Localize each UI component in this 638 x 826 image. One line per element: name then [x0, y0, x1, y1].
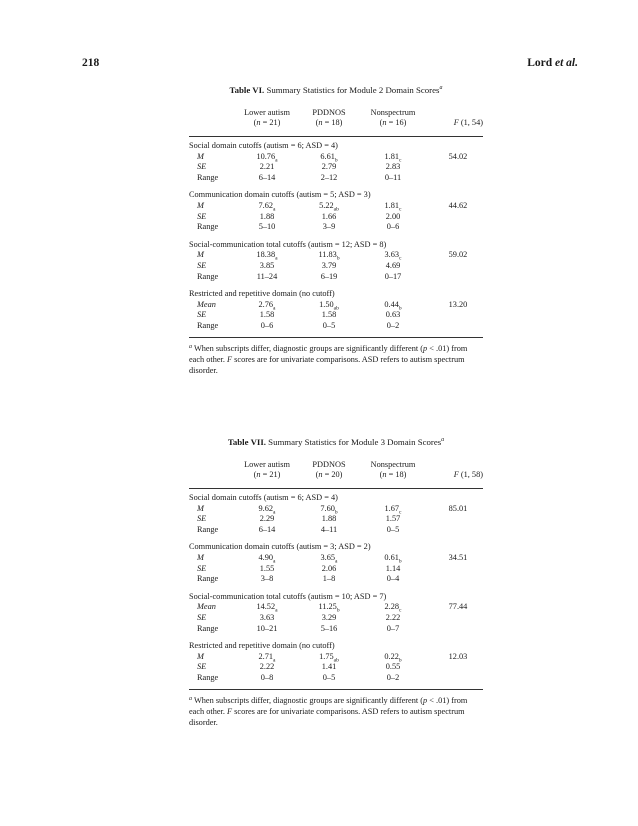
- cell-value: 6–14: [258, 524, 276, 534]
- italic-symbol: F: [227, 706, 233, 716]
- row-label: Range: [197, 222, 219, 232]
- cell-value: 2.22: [385, 613, 401, 622]
- row-label: SE: [197, 514, 207, 524]
- section-title: Restricted and repetitive domain (no cutoff): [189, 641, 335, 651]
- subscript: c: [399, 206, 402, 213]
- row-label: SE: [197, 211, 207, 221]
- cell-value: 0–5: [322, 321, 336, 330]
- table-6: [189, 85, 483, 385]
- table-row: [189, 251, 483, 261]
- column-n: [238, 471, 296, 479]
- subscript: c: [399, 509, 402, 516]
- table-row: [189, 663, 483, 673]
- table-row: [189, 301, 483, 311]
- cell-value: $11.83_b$: [318, 250, 340, 263]
- cell-value: $2.28_c$: [384, 602, 402, 615]
- footnote-marker: a: [189, 695, 192, 702]
- italic-symbol: p: [423, 343, 428, 353]
- subscript: a: [273, 657, 276, 664]
- cell-value: 0–5: [322, 673, 336, 682]
- italic-letter: F: [453, 118, 459, 127]
- italic-letter: n: [318, 470, 323, 479]
- subscript: ab: [333, 657, 339, 664]
- subscript: a: [273, 558, 276, 565]
- cell-value: 5–10: [258, 222, 276, 232]
- table-row: [189, 603, 483, 613]
- f-value: 34.51: [448, 553, 468, 562]
- table-7: [189, 437, 483, 737]
- cell-value: 0–6: [386, 222, 400, 232]
- cell-value: 6–14: [258, 172, 276, 182]
- cell-value: 0–2: [386, 673, 400, 682]
- table-row: [189, 674, 483, 684]
- column-n: [301, 471, 357, 479]
- row-label: Range: [197, 524, 219, 534]
- subscript: a: [273, 305, 276, 312]
- cell-value: 0.55: [385, 662, 401, 672]
- subscript: b: [398, 305, 402, 312]
- row-label: M: [197, 503, 204, 513]
- cell-value: $1.81_c$: [384, 201, 402, 213]
- row-label: SE: [197, 662, 207, 672]
- table-row: [189, 554, 483, 564]
- cell-value: 1.58: [259, 310, 275, 320]
- subscript: c: [399, 157, 402, 164]
- table-row: [189, 625, 483, 635]
- row-label: SE: [197, 261, 207, 270]
- table-row: [189, 575, 483, 585]
- table-title: Summary Statistics for Module 3 Domain Scores: [268, 436, 442, 447]
- column-header: Lower autism: [244, 108, 290, 117]
- row-label: Range: [197, 673, 219, 682]
- subscript: b: [334, 509, 338, 516]
- cell-value: $0.22_b$: [384, 651, 402, 664]
- cell-value: 1.41: [321, 662, 337, 672]
- cell-value: 1.14: [385, 563, 401, 573]
- table-row: [189, 526, 483, 536]
- cell-value: 1.57: [385, 514, 401, 524]
- column-header: PDDNOS: [312, 108, 346, 117]
- cell-value: $6.61_b$: [320, 151, 338, 164]
- f-column-header: [429, 119, 483, 127]
- subscript: a: [275, 608, 278, 615]
- table-row: [189, 322, 483, 332]
- cell-value: 3.85: [259, 261, 275, 270]
- table-label: Table VI.: [229, 84, 265, 95]
- f-value: 85.01: [448, 503, 468, 513]
- cell-value: $0.61_b$: [384, 553, 402, 565]
- bottom-rule: [189, 337, 483, 338]
- cell-value: 0–7: [386, 623, 400, 633]
- table-title: Summary Statistics for Module 2 Domain Scores: [266, 84, 440, 95]
- table-row: [189, 505, 483, 515]
- section-title: Social-communication total cutoffs (autism = 10; ASD = 7): [189, 591, 387, 601]
- subscript: c: [399, 608, 402, 615]
- cell-value: 1.66: [321, 211, 337, 221]
- subscript: c: [399, 256, 402, 263]
- row-label: Range: [197, 574, 219, 584]
- title-superscript: a: [441, 437, 445, 443]
- subscript: a: [275, 256, 278, 263]
- n-value: (n = 21): [253, 118, 281, 127]
- cell-value: 3.63: [259, 613, 275, 622]
- row-label: SE: [197, 310, 207, 320]
- row-label: SE: [197, 563, 207, 573]
- cell-value: 2.83: [385, 162, 401, 172]
- row-label: M: [197, 250, 204, 260]
- italic-letter: n: [256, 470, 261, 479]
- header-rule: [189, 136, 483, 137]
- n-value: (n = 21): [253, 470, 281, 479]
- table-row: [189, 515, 483, 525]
- table-row: [189, 153, 483, 163]
- cell-value: $14.52_a$: [256, 602, 278, 615]
- cell-value: $2.76_a$: [258, 299, 276, 312]
- table-row: [189, 202, 483, 212]
- table-row: [189, 653, 483, 663]
- subscript: b: [336, 608, 340, 615]
- cell-value: 4–11: [320, 524, 338, 534]
- cell-value: $3.63_c$: [384, 250, 402, 263]
- cell-value: 11–24: [256, 271, 278, 281]
- cell-value: 2.22: [259, 662, 275, 672]
- row-label: M: [197, 201, 204, 210]
- cell-value: 2.29: [259, 514, 275, 524]
- n-value: (n = 18): [379, 470, 407, 479]
- cell-value: $5.22_{ab}$: [319, 201, 339, 213]
- subscript: a: [273, 206, 276, 213]
- running-head-et-al: et al.: [555, 57, 578, 69]
- column-n: [301, 119, 357, 127]
- section-title: Social domain cutoffs (autism = 6; ASD = 4): [189, 493, 338, 502]
- cell-value: 1.55: [259, 563, 275, 573]
- cell-value: $1.75_{ab}$: [319, 651, 339, 664]
- cell-value: 1.58: [321, 310, 337, 320]
- italic-letter: F: [453, 470, 459, 479]
- cell-value: 0–5: [386, 524, 400, 534]
- bottom-rule: [189, 689, 483, 690]
- subscript: a: [275, 157, 278, 164]
- italic-letter: n: [318, 118, 323, 127]
- subscript: a: [273, 509, 276, 516]
- n-value: (n = 16): [379, 118, 407, 127]
- table-row: [189, 163, 483, 173]
- cell-value: $1.50_{ab}$: [319, 299, 339, 312]
- table-footnote: $^a$ When subscripts differ, diagnostic groups are significantly different (p < .01) from each other. F scores are for univariate comparisons. ASD refers to autism spectrum disorder.: [189, 695, 468, 727]
- f-label: F (1, 54): [453, 118, 483, 127]
- column-header: PDDNOS: [312, 460, 346, 469]
- cell-value: 4.69: [385, 261, 401, 270]
- column-n: [365, 471, 421, 479]
- cell-value: 0.63: [385, 310, 401, 320]
- cell-value: $4.90_a$: [258, 553, 276, 565]
- cell-value: $0.44_b$: [384, 299, 402, 312]
- page-number: 218: [82, 57, 100, 69]
- row-label: M: [197, 553, 204, 562]
- cell-value: 2.79: [321, 162, 337, 172]
- subscript: b: [398, 558, 402, 565]
- cell-value: 1–8: [322, 574, 336, 584]
- f-value: 77.44: [448, 602, 468, 612]
- f-value: 44.62: [448, 201, 468, 210]
- cell-value: 0–11: [384, 172, 402, 182]
- table-row: [189, 614, 483, 624]
- cell-value: 3.29: [321, 613, 337, 622]
- section-title: Restricted and repetitive domain (no cutoff): [189, 289, 335, 299]
- row-label: SE: [197, 613, 207, 622]
- row-label: Range: [197, 172, 219, 182]
- column-header: Nonspectrum: [370, 460, 416, 469]
- table-row: [189, 311, 483, 321]
- f-value: 59.02: [448, 250, 468, 260]
- cell-value: $3.65_a$: [320, 553, 338, 565]
- cell-value: $10.76_a$: [256, 151, 278, 164]
- cell-value: 5–16: [320, 623, 338, 633]
- cell-value: 0–17: [384, 271, 402, 281]
- column-header: Lower autism: [244, 460, 290, 469]
- table-row: [189, 174, 483, 184]
- cell-value: 3.79: [321, 261, 337, 270]
- row-label: Range: [197, 271, 219, 281]
- footnote-marker: a: [189, 343, 192, 350]
- cell-value: 6–19: [320, 271, 338, 281]
- italic-symbol: p: [423, 695, 428, 705]
- cell-value: 0–4: [386, 574, 400, 584]
- section-title: Social domain cutoffs (autism = 6; ASD = 4): [189, 141, 338, 150]
- subscript: a: [335, 558, 338, 565]
- cell-value: 10–21: [256, 623, 278, 633]
- cell-value: $1.81_c$: [384, 151, 402, 164]
- subscript: b: [398, 657, 402, 664]
- section-title: Communication domain cutoffs (autism = 3; ASD = 2): [189, 542, 371, 552]
- column-n: [365, 119, 421, 127]
- n-value: (n = 20): [315, 470, 343, 479]
- table-row: [189, 223, 483, 233]
- cell-value: 3–8: [260, 574, 274, 584]
- italic-letter: n: [382, 470, 387, 479]
- row-label: Range: [197, 321, 219, 330]
- cell-value: 1.88: [259, 211, 275, 221]
- header-rule: [189, 488, 483, 489]
- row-label: M: [197, 151, 204, 161]
- section-title: Communication domain cutoffs (autism = 5; ASD = 3): [189, 190, 371, 200]
- row-label: Mean: [197, 299, 216, 309]
- f-value: 54.02: [448, 151, 468, 161]
- running-head-author: Lord: [527, 57, 553, 69]
- section-title: Social-communication total cutoffs (autism = 12; ASD = 8): [189, 239, 387, 249]
- n-value: (n = 18): [315, 118, 343, 127]
- row-label: Mean: [197, 602, 216, 612]
- cell-value: $1.67_c$: [384, 503, 402, 516]
- cell-value: $2.71_a$: [258, 651, 276, 664]
- cell-value: $9.62_a$: [258, 503, 276, 516]
- subscript: ab: [333, 305, 339, 312]
- row-label: M: [197, 651, 204, 661]
- table-row: [189, 273, 483, 283]
- cell-value: 0–2: [386, 321, 400, 330]
- cell-value: 1.88: [321, 514, 337, 524]
- subscript: b: [336, 256, 340, 263]
- table-row: [189, 565, 483, 575]
- table-row: [189, 262, 483, 272]
- f-value: 13.20: [448, 299, 468, 309]
- subscript: b: [334, 157, 338, 164]
- row-label: Range: [197, 623, 219, 633]
- cell-value: 3–9: [322, 222, 336, 232]
- cell-value: 2.06: [321, 563, 337, 573]
- table-row: [189, 213, 483, 223]
- table-caption: [189, 437, 483, 447]
- cell-value: 0–8: [260, 673, 274, 682]
- column-n: [238, 119, 296, 127]
- table-label: Table VII.: [227, 436, 266, 447]
- table-caption: [189, 85, 483, 95]
- cell-value: $7.62_a$: [258, 201, 276, 213]
- running-head: [527, 57, 578, 69]
- subscript: ab: [333, 206, 339, 213]
- cell-value: $18.38_a$: [256, 250, 278, 263]
- row-label: SE: [197, 162, 207, 172]
- cell-value: 2.00: [385, 211, 401, 221]
- cell-value: 2.21: [259, 162, 275, 172]
- table-footnote: $^a$ When subscripts differ, diagnostic groups are significantly different (p < .01) from each other. F scores are for univariate comparisons. ASD refers to autism spectrum disorder.: [189, 343, 468, 375]
- cell-value: 2–12: [320, 172, 338, 182]
- italic-letter: n: [382, 118, 387, 127]
- cell-value: 0–6: [260, 321, 274, 330]
- f-value: 12.03: [448, 651, 468, 661]
- cell-value: $7.60_b$: [320, 503, 338, 516]
- column-header: Nonspectrum: [370, 108, 416, 117]
- cell-value: $11.25_b$: [318, 602, 340, 615]
- italic-letter: n: [256, 118, 261, 127]
- f-label: F (1, 58): [453, 470, 483, 479]
- f-column-header: [429, 471, 483, 479]
- title-superscript: a: [439, 85, 443, 91]
- italic-symbol: F: [227, 354, 233, 364]
